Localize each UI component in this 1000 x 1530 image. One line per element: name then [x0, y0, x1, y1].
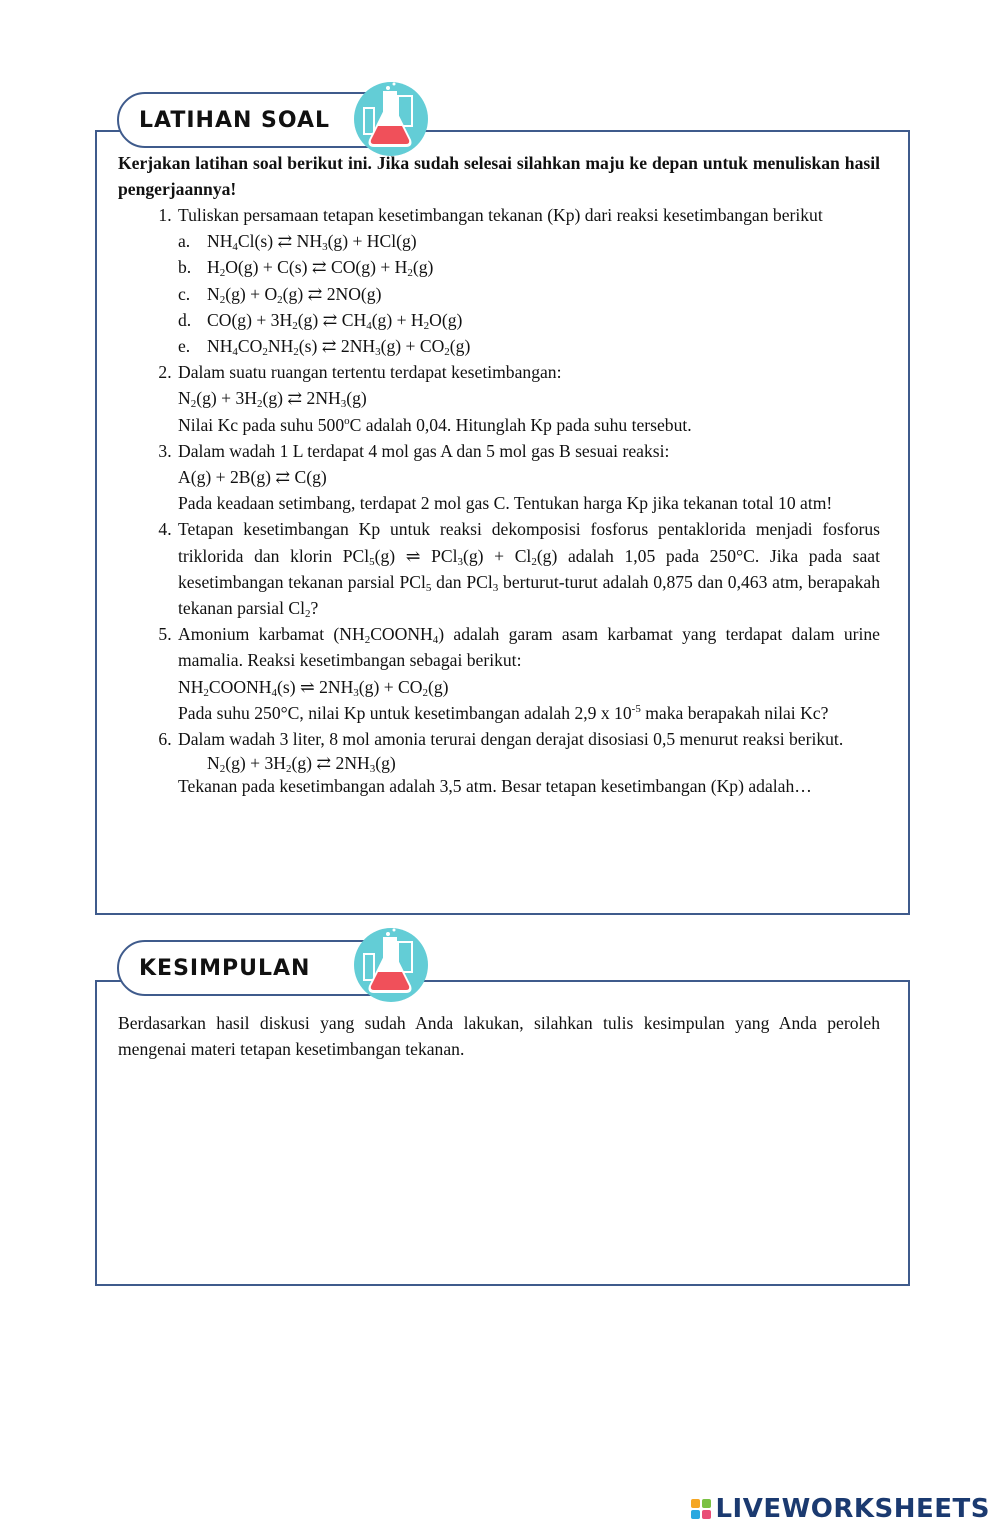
question-5-equation: $NH_2COONH_4(s)$ ⇌ $2NH_3(g) + CO_2(g)$ — [178, 676, 449, 699]
question-5 — [176, 621, 880, 726]
kesimpulan-tab — [117, 940, 387, 996]
latihan-soal-tab — [117, 92, 387, 148]
liveworksheets-mark-icon — [691, 1499, 711, 1519]
question-list — [118, 202, 880, 797]
reaction-letter: e. — [178, 336, 191, 357]
question-1-reactions — [178, 228, 880, 359]
flask-icon — [354, 82, 428, 156]
question-2-equation: $N_2(g) + 3H_2(g)$ ⇄ $2NH_3(g)$ — [178, 388, 367, 411]
question-4 — [176, 516, 880, 621]
question-3 — [176, 438, 880, 517]
reaction-equation: $NH_4Cl(s)$ ⇄ $NH_3(g) + HCl(g)$ — [207, 231, 417, 254]
reaction-equation: $CO(g) + 3H_2(g)$ ⇄ $CH_4(g) + H_2O(g)$ — [207, 309, 463, 332]
reaction-item — [178, 281, 880, 307]
question-3-text2: Pada keadaan setimbang, terdapat 2 mol gas C. Tentukan harga Kp jika tekanan total 10 atm! — [178, 493, 833, 514]
kesimpulan-title: KESIMPULAN — [139, 955, 311, 981]
question-2-text2: Nilai Kc pada suhu 500$^o$C adalah 0,04. Hitunglah Kp pada suhu tersebut. — [178, 414, 692, 435]
question-4-text: 4. Tetapan kesetimbangan Kp untuk reaksi dekomposisi fosforus pentaklorida menjadi fosforus triklorida dan klorin PCl$_5$(g) ⇌ $PCl_3(g) + Cl_2(g)$ adalah 1,05 pada 250°C. Jika pada saat kesetimbangan tekanan parsial PCl$_5$ dan PCl$_3$ berturut-turut adalah 0,875 dan 0,463 atm, berapakah tekanan parsial $Cl_2$? — [178, 519, 881, 621]
reaction-equation: $N_2(g) + O_2(g)$ ⇄ 2NO(g) — [207, 283, 382, 306]
question-2-text: 2. Dalam suatu ruangan tertentu terdapat kesetimbangan: — [178, 362, 562, 383]
question-6-text: 6. Dalam wadah 3 liter, 8 mol amonia terurai dengan derajat disosiasi 0,5 menurut reaksi berikut. — [178, 729, 844, 750]
reaction-letter: d. — [178, 309, 192, 330]
question-6-text2: Tekanan pada kesetimbangan adalah 3,5 atm. Besar tetapan kesetimbangan (Kp) adalah… — [178, 776, 812, 797]
reaction-item — [178, 307, 880, 333]
reaction-letter: a. — [178, 231, 191, 252]
latihan-soal-title: LATIHAN SOAL — [139, 107, 331, 133]
question-2 — [176, 359, 880, 438]
question-5-text2: Pada suhu 250°C, nilai Kp untuk kesetimbangan adalah 2,9 x $10^{-5}$ maka berapakah nilai Kc? — [178, 702, 829, 723]
liveworksheets-logo[interactable] — [691, 1494, 990, 1524]
reaction-equation: $H_2O(g) + C(s)$ ⇄ $CO(g) + H_2(g)$ — [207, 257, 434, 280]
instructions: Kerjakan latihan soal berikut ini. Jika sudah selesai silahkan maju ke depan untuk menuliskan hasil pengerjaannya! — [118, 153, 880, 200]
question-6 — [176, 726, 880, 797]
reaction-item — [178, 254, 880, 280]
question-3-equation: A(g) + 2B(g) ⇄ C(g) — [178, 467, 327, 488]
flask-icon — [354, 928, 428, 1002]
question-6-equation: $N_2(g) + 3H_2(g)$ ⇄ $2NH_3(g)$ — [207, 753, 396, 776]
reaction-letter: c. — [178, 283, 191, 304]
kesimpulan-instructions: Berdasarkan hasil diskusi yang sudah Anda lakukan, silahkan tulis kesimpulan yang Anda peroleh mengenai materi tetapan kesetimbangan tekanan. — [118, 1013, 880, 1060]
question-3-text: 3. Dalam wadah 1 L terdapat 4 mol gas A dan 5 mol gas B sesuai reaksi: — [178, 440, 670, 461]
reaction-item — [178, 228, 880, 254]
reaction-letter: b. — [178, 257, 192, 278]
question-1 — [176, 202, 880, 359]
reaction-equation: $NH_4CO_2NH_2(s)$ ⇄ $2NH_3(g) + CO_2(g)$ — [207, 336, 471, 359]
question-5-text: 5. Amonium karbamat $(NH_2COONH_4)$ adalah garam asam karbamat yang terdapat dalam urine mamalia. Reaksi kesetimbangan sebagai berikut: — [178, 624, 880, 671]
reaction-item — [178, 333, 880, 359]
logo-text: LIVEWORKSHEETS — [715, 1494, 990, 1524]
question-1-text: 1. Tuliskan persamaan tetapan kesetimbangan tekanan (Kp) dari reaksi kesetimbangan berikut — [178, 205, 823, 225]
